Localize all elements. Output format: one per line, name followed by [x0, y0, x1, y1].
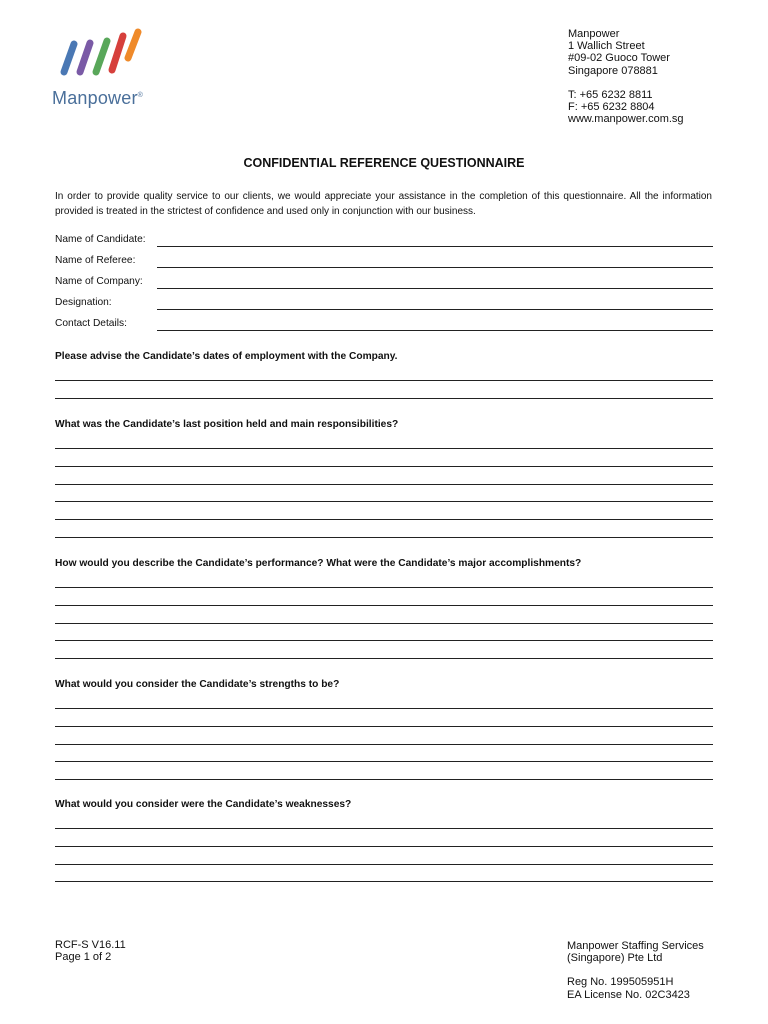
answer-line[interactable]: [55, 881, 713, 882]
address-fax: F: +65 6232 8804: [568, 101, 655, 114]
answer-line[interactable]: [55, 501, 713, 502]
answer-line[interactable]: [55, 380, 713, 381]
answer-line[interactable]: [55, 744, 713, 745]
intro-paragraph: In order to provide quality service to our clients, we would appreciate your assistance in the completion of this questionnaire. All the information provided is treated in the strictest of confidence and used only in conjunction with our business.: [55, 191, 712, 217]
entity-name-line1: Manpower Staffing Services: [567, 940, 704, 952]
manpower-logo: [52, 26, 162, 116]
answer-line[interactable]: [55, 864, 713, 865]
field-write-line[interactable]: [157, 288, 713, 289]
field-row: [55, 313, 713, 331]
answer-line[interactable]: [55, 726, 713, 727]
address-tel: T: +65 6232 8811: [568, 88, 653, 101]
question-text: How would you describe the Candidate’s performance? What were the Candidate’s major accomplishments?: [55, 558, 582, 569]
footer-entity-info: [567, 940, 704, 1001]
answer-line[interactable]: [55, 484, 713, 485]
field-row: [55, 292, 713, 310]
field-row: [55, 271, 713, 289]
field-row: [55, 229, 713, 247]
answer-line[interactable]: [55, 466, 713, 467]
footer-form-info: [55, 939, 126, 963]
logo-stripe: [112, 36, 123, 70]
answer-line[interactable]: [55, 779, 713, 780]
field-write-line[interactable]: [157, 309, 713, 310]
address-web: www.manpower.com.sg: [568, 113, 684, 126]
question-text: What would you consider were the Candidate’s weaknesses?: [55, 799, 352, 810]
field-write-line[interactable]: [157, 330, 713, 331]
answer-line[interactable]: [55, 658, 713, 659]
registration-number: Reg No. 199505951H: [567, 976, 674, 989]
question-text: What would you consider the Candidate’s strengths to be?: [55, 679, 340, 690]
logo-stripe: [96, 41, 107, 72]
question-text: What was the Candidate’s last position held and main responsibilities?: [55, 419, 399, 430]
field-write-line[interactable]: [157, 246, 713, 247]
field-label: Name of Candidate:: [55, 234, 146, 245]
logo-stripe: [64, 44, 74, 72]
entity-name-line2: (Singapore) Pte Ltd: [567, 952, 663, 965]
address-company: Manpower: [568, 28, 620, 40]
field-label: Name of Referee:: [55, 255, 136, 266]
answer-line[interactable]: [55, 828, 713, 829]
question-text: Please advise the Candidate’s dates of employment with the Company.: [55, 351, 398, 362]
answer-line[interactable]: [55, 398, 713, 399]
field-label: Designation:: [55, 297, 112, 308]
address-city: Singapore 078881: [568, 64, 658, 77]
answer-line[interactable]: [55, 448, 713, 449]
page-number: Page 1 of 2: [55, 951, 112, 964]
field-write-line[interactable]: [157, 267, 713, 268]
logo-stripe: [128, 32, 138, 58]
ea-license: EA License No. 02C3423: [567, 988, 690, 1001]
answer-line[interactable]: [55, 708, 713, 709]
address-unit: #09-02 Guoco Tower: [568, 52, 670, 65]
answer-line[interactable]: [55, 846, 713, 847]
answer-line[interactable]: [55, 519, 713, 520]
field-label: Name of Company:: [55, 276, 143, 287]
document-title: CONFIDENTIAL REFERENCE QUESTIONNAIRE: [243, 156, 525, 170]
logo-stripe: [80, 43, 90, 72]
answer-line[interactable]: [55, 761, 713, 762]
company-address: [568, 28, 684, 125]
address-street: 1 Wallich Street: [568, 40, 645, 53]
form-code: RCF-S V16.11: [55, 939, 126, 951]
field-row: [55, 250, 713, 268]
answer-line[interactable]: [55, 605, 713, 606]
answer-line[interactable]: [55, 623, 713, 624]
field-label: Contact Details:: [55, 318, 127, 329]
answer-line[interactable]: [55, 640, 713, 641]
logo-stripes-icon: [52, 26, 147, 78]
answer-line[interactable]: [55, 537, 713, 538]
answer-line[interactable]: [55, 587, 713, 588]
logo-wordmark: Manpower®: [52, 88, 144, 108]
